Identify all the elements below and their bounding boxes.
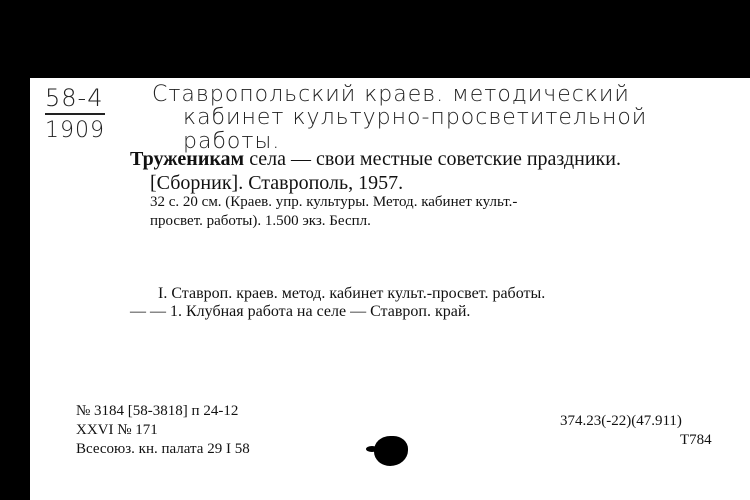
entry-description-2: просвет. работы). 1.500 экз. Беспл. [150,213,371,229]
entry-publication: [Сборник]. Ставрополь, 1957. [150,172,404,194]
entry-title-bold: Труженикам [130,148,245,170]
registry-line-2: XXVI № 171 [76,422,158,438]
author-code: Т784 [680,432,712,448]
registry-line-3: Всесоюз. кн. палата 29 I 58 [76,441,250,457]
scan-border-top [0,0,750,78]
tracing-1: I. Ставроп. краев. метод. кабинет культ.-просвет. работы. [158,285,546,302]
call-number: 58-4 [45,84,104,112]
handwritten-heading-line-1: Ставропольский краев. методический [152,82,630,107]
handwritten-heading-line-2: кабинет культурно-просветительной [183,105,648,130]
registry-line-1: № 3184 [58-3818] п 24-12 [76,403,239,419]
call-number-second: 1909 [45,118,105,143]
scan-border-left [0,78,30,500]
ink-blot-drip [366,446,378,452]
entry-title [130,148,621,171]
entry-description-1: 32 с. 20 см. (Краев. упр. культуры. Метод. кабинет культ.- [150,194,518,210]
classification-code: 374.23(-22)(47.911) [560,413,682,429]
tracing-2: — — 1. Клубная работа на селе — Ставроп. край. [130,303,471,320]
call-number-divider [45,113,105,115]
entry-title-rest: села — свои местные советские праздники. [249,148,621,170]
handwritten-heading-line-3: работы. [183,129,281,154]
